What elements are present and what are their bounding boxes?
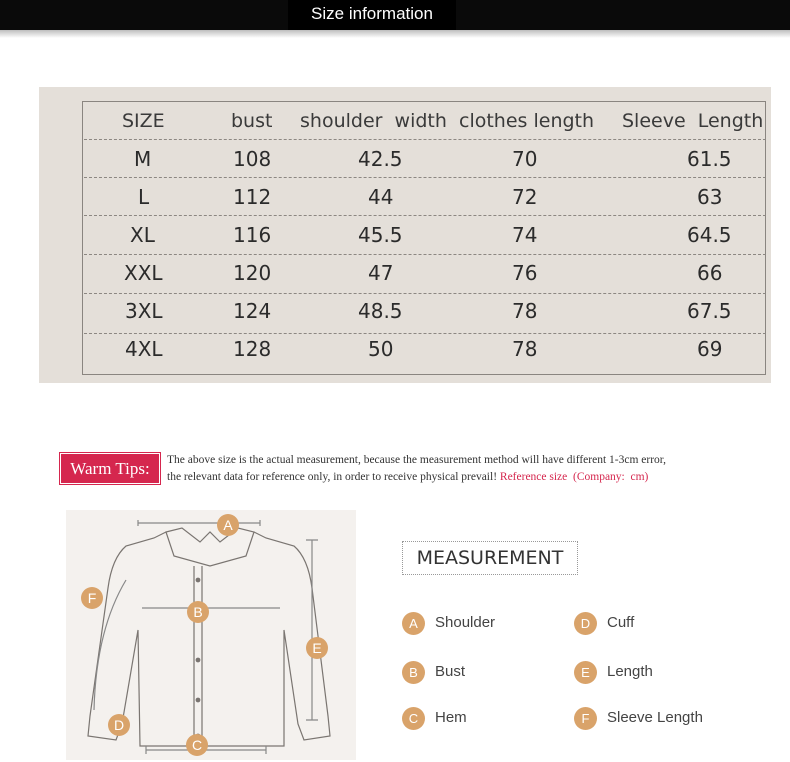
table-row (82, 330, 766, 368)
sleeve-length-cell: 69 (697, 337, 723, 361)
legend-label: Length (607, 663, 653, 680)
bust-cell: 116 (233, 223, 272, 247)
sleeve-length-cell: 63 (697, 185, 723, 209)
header-bar (0, 0, 790, 30)
shoulder-width-cell: 47 (368, 261, 394, 285)
bust-cell: 112 (233, 185, 272, 209)
size-cell: XXL (124, 261, 163, 285)
size-cell: 3XL (125, 299, 163, 323)
legend-marker: C (402, 707, 425, 730)
reference-size-note: Reference size (Company: cm) (499, 471, 649, 483)
header-shadow (0, 30, 790, 38)
page-title: Size information (288, 0, 456, 30)
shoulder-width-cell: 45.5 (358, 223, 403, 247)
column-header-sleeve-length: Sleeve Length (622, 110, 764, 132)
legend-marker: D (574, 612, 597, 635)
table-row (82, 140, 766, 178)
clothes-length-cell: 76 (512, 261, 538, 285)
table-row (82, 292, 766, 330)
marker-a-label: A (223, 517, 233, 533)
sleeve-length-cell: 67.5 (687, 299, 732, 323)
table-row (82, 178, 766, 216)
clothes-length-cell: 78 (512, 337, 538, 361)
measurement-title: MEASUREMENT (402, 541, 578, 575)
clothes-length-cell: 70 (512, 147, 538, 171)
clothes-length-cell: 78 (512, 299, 538, 323)
marker-e-label: E (312, 640, 322, 656)
shirt-collar (166, 528, 254, 566)
bust-cell: 120 (233, 261, 272, 285)
sleeve-length-cell: 61.5 (687, 147, 732, 171)
legend-marker: F (574, 707, 597, 730)
size-cell: L (138, 185, 150, 209)
size-cell: XL (130, 223, 155, 247)
bust-cell: 128 (233, 337, 272, 361)
shoulder-width-cell: 48.5 (358, 299, 403, 323)
marker-c-label: C (191, 737, 203, 753)
shoulder-guide (138, 520, 260, 526)
size-cell: M (134, 147, 152, 171)
legend-label: Cuff (607, 614, 635, 631)
shoulder-width-cell: 42.5 (358, 147, 403, 171)
legend-label: Hem (435, 709, 467, 726)
sleeve-length-cell: 66 (697, 261, 723, 285)
warm-tips-line-2 (167, 469, 666, 486)
legend-label: Sleeve Length (607, 709, 703, 726)
table-row (82, 254, 766, 292)
table-header-row (82, 102, 766, 140)
shoulder-width-cell: 44 (368, 185, 394, 209)
column-header-bust: bust (231, 110, 273, 132)
marker-d-label: D (113, 717, 125, 733)
warm-tips-badge: Warm Tips: (60, 453, 160, 484)
legend-label: Bust (435, 663, 466, 680)
warm-tips-line-1: The above size is the actual measurement, because the measurement method will have different 1-3cm error, (167, 454, 667, 466)
warm-tips-line-2-text: the relevant data for reference only, in order to receive physical prevail! (167, 471, 498, 483)
size-cell: 4XL (125, 337, 163, 361)
shirt-outline (88, 532, 330, 746)
column-header-clothes-length: clothes length (459, 110, 595, 132)
marker-f-label: F (87, 590, 97, 606)
clothes-length-cell: 74 (512, 223, 538, 247)
legend-marker: B (402, 661, 425, 684)
shoulder-width-cell: 50 (368, 337, 394, 361)
legend-label: Shoulder (435, 614, 496, 631)
bust-cell: 108 (233, 147, 272, 171)
table-row (82, 216, 766, 254)
column-header-shoulder-width: shoulder width (300, 110, 447, 132)
warm-tips-text (167, 452, 666, 486)
legend-marker: E (574, 661, 597, 684)
shirt-diagram (66, 510, 356, 760)
column-header-size: SIZE (122, 110, 165, 132)
bust-cell: 124 (233, 299, 272, 323)
clothes-length-cell: 72 (512, 185, 538, 209)
marker-b-label: B (193, 604, 203, 620)
legend-marker: A (402, 612, 425, 635)
sleeve-length-cell: 64.5 (687, 223, 732, 247)
